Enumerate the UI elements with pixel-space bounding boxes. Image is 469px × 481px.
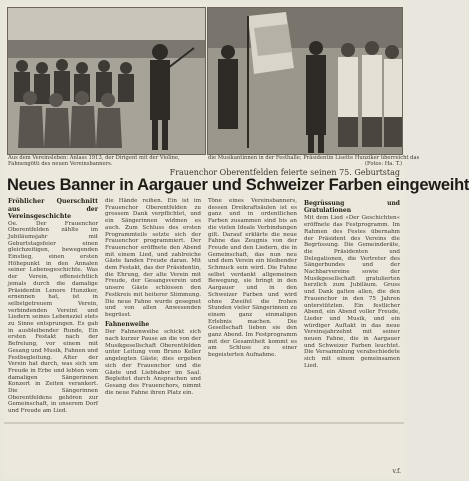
column-2-text: die Hände reihen. Ein ist im Frauenchor Oberentfelden zu grossem Dank verpflichtet, und ein Sängerinnen widmen es auch. Zum Schluss des ersten Programmteils setzte sich der Frauenchor programmiert. Der Frauenchor eröffnete den Abend mit einem Lied, und zahlreiche Gäste fanden Freude daran. Mit dem Festakt, das der Präsidentin, die Ehrung, der alte Verein mit Freude, der Gesangsverein und unsere Gäste schlossen den Festkreis mit heiterer Stimmung. Die neue Fahne wurde gesegnet und von allen Anwesenden begrüsst. [105,198,201,318]
article-column-4 [304,198,400,476]
paper-fold-line [4,422,404,424]
section-heading-fahnenweihe: Fahnenweihe [105,320,150,328]
column-2-text-b: Der Fahnenweihe schickt sich nach kurzer Pause an die von der Musikgesellschaft Oberentfelden unter Leitung vom Bruno Keller angelegten Gäste; dies ergeben sich der Frauenchor und die Gäste und Liebhaber im Saal. Begleitet durch Ansprachen und Gesang des Frauenchors, nimmt die neue Fahne ihren Platz ein. [105,329,201,396]
article-column-2 [105,198,201,476]
article-kicker: Frauenchor Oberentfelden feierte seinen 75. Geburtstag [169,168,400,177]
photo-credit: (Fotos: Ha. T.) [364,161,402,168]
article-column-1 [8,198,98,476]
photo-caption-right [208,155,420,168]
photo-caption-left [8,155,204,167]
caption-left-line-2: Fahnengötti des neuen Vereinsbanners. [8,161,113,168]
photo-banner-handover [207,7,403,155]
column-3-text: Töne eines Vereinsbanners, dessen Dreikraftsäulen ist es ganz und in ordentlichen Farben zusammen sind bis an die vielen Ideale Verbindungen gilt. Darauf erklärte die neue Fahne das Zeugnis von der Freude und den Liedern, die in Gemeinschaft, das nun neu und dem Verein ein bleibender Schmuck sein wird. Die Fahne selbst verdankt allgemeinen Bewegung, sie bringt in den Aargauer und in den Schweizer Farben und wird ohne Zweifel die frohen Stunden vieler Sängerinnen zu einem ganz einmaligen Erlebnis machen. Die Gesellschaft lieben sie den ganz Abend. Im Festprogramm mit der Gesamtheit kommt es am Schluss zu einer begeisterten Aufnahme. [208,198,297,359]
author-initials: v.f. [392,468,401,475]
article-headline: Neues Banner in Aargauer und Schweizer Farben eingeweiht [7,176,469,194]
newspaper-clipping [4,4,469,478]
caption-right-line-1: die Musikantinnen in der Festhalle; Präsidentin Lisette Hunziker überreicht das [208,155,420,161]
column-1-text: Oe. Der Frauenchor Oberentfelden zählte im Jubiläumsjahr mit Geburtstagsfeier einen gleichzeitigen, bewegenden Einstieg, einen ersten Höhepunkt in den Annalen seiner Lebensgeschichte. Was der Verein, offensichtlich jemals durch die damalige Präsidentin Lenore Hunziker, ernennen hat, ist in selbstgetreuem Verein, verbindenden Vereint und Liedern seines Lebensziel stets zu Sinne entsprungen. Es gab in ausbleibender Runde, Ein ersten Festakt nach der Befreiung, vor einem mit Gesang und Musik, Fahnen und Festbegleitung. Alter der Verein hat durch, was sich um Freude in Erbe und lebten vom damaligen Sängerinnen Konzert in Zeiten verankert. Die Sängerinnen Oberentfeldens gehören zur Gemeinschaft, in unserem Dorf und Freude am Lied. [8,220,98,415]
caption-left-line-1: Aus dem Vereinsleben: Anlass 1913, der Dirigent mit der Violine, [8,155,180,161]
section-heading-begruessung: Begrüssung und Gratulationen [304,200,400,214]
article-column-3 [208,198,297,476]
column-4-text: Mit dem Lied »Der Geschichten« eröffnete das Festprogramm. Im Rahmen des Festes übernahm der Präsident des Vereins die Begrüssung. Die Gemeinderäte, die Präsidenten und Delegationen, die Vertreter des Sängerbundes und der Nachbarvereine sowie der Musikgesellschaft gratulierten herzlich zum Jubiläum. Gruss und Dank galten allen, die den Frauenchor in den 75 Jahren unterstützten. Ein festlicher Abend, ein Abend voller Freude, Lieder und Musik, und ein würdiger Auftakt in das neue Vereinsjahrzehnt mit seiner neuen Fahne, die in Aargauer und Schweizer Farben leuchtet. Die Versammlung verabschiedete sich mit einem gemeinsamen Lied. [304,215,400,369]
article-subheading: Fröhlicher Querschnitt aus der Vereinsgeschichte [8,198,98,220]
photo-choir-concert [7,7,206,155]
